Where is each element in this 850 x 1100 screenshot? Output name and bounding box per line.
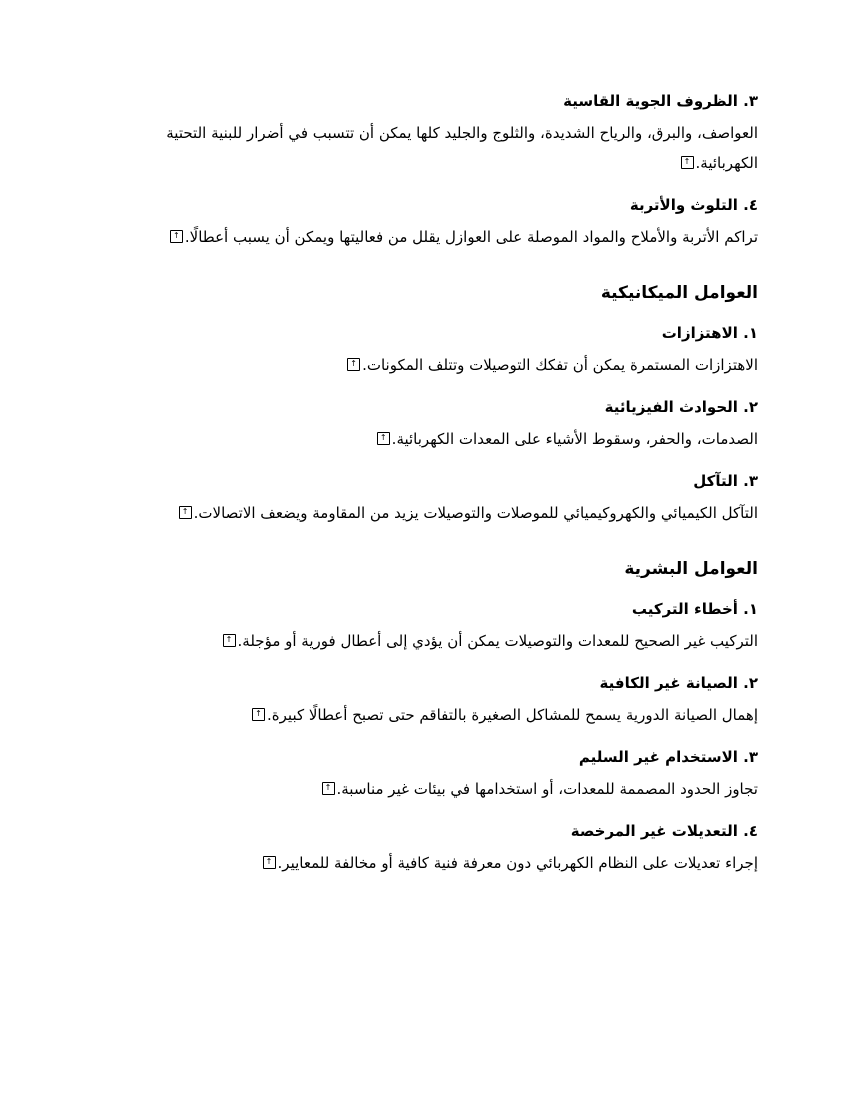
citation-link[interactable]: ↑ bbox=[252, 708, 265, 721]
section-heading-mechanical: العوامل الميكانيكية bbox=[600, 283, 758, 303]
item-body: الاهتزازات المستمرة يمكن أن تفكك التوصيلات وتتلف المكونات. bbox=[362, 356, 758, 374]
item-text bbox=[128, 424, 758, 454]
list-item bbox=[128, 192, 758, 252]
item-body: العواصف، والبرق، والرياح الشديدة، والثلوج والجليد كلها يمكن أن تتسبب في أضرار للبنية التحتية الكهربائية. bbox=[166, 124, 758, 172]
item-title bbox=[128, 744, 758, 770]
item-text bbox=[128, 498, 758, 528]
list-item bbox=[128, 670, 758, 730]
list-item bbox=[128, 320, 758, 380]
item-title bbox=[128, 468, 758, 494]
item-body: إهمال الصيانة الدورية يسمح للمشاكل الصغيرة بالتفاقم حتى تصبح أعطالًا كبيرة. bbox=[267, 706, 758, 724]
item-text bbox=[128, 848, 758, 878]
item-title-text: الظروف الجوية القاسية bbox=[563, 92, 738, 110]
document-content bbox=[128, 88, 758, 892]
item-title-text: الصيانة غير الكافية bbox=[599, 674, 738, 692]
list-item bbox=[128, 394, 758, 454]
item-title bbox=[128, 670, 758, 696]
item-text bbox=[128, 350, 758, 380]
item-title bbox=[128, 818, 758, 844]
item-title bbox=[128, 320, 758, 346]
citation-link[interactable]: ↑ bbox=[170, 230, 183, 243]
item-title-text: التعديلات غير المرخصة bbox=[570, 822, 738, 840]
citation-link[interactable]: ↑ bbox=[179, 506, 192, 519]
item-text bbox=[128, 626, 758, 656]
item-text bbox=[128, 774, 758, 804]
item-text bbox=[128, 700, 758, 730]
list-item bbox=[128, 88, 758, 178]
item-body: تراكم الأتربة والأملاح والمواد الموصلة على العوازل يقلل من فعاليتها ويمكن أن يسبب أعطالًا. bbox=[184, 228, 758, 246]
item-number: ٣. bbox=[743, 748, 758, 766]
item-title-text: التلوث والأتربة bbox=[629, 196, 738, 214]
citation-link[interactable]: ↑ bbox=[223, 634, 236, 647]
item-text bbox=[128, 118, 758, 178]
item-body: الصدمات، والحفر، وسقوط الأشياء على المعدات الكهربائية. bbox=[391, 430, 758, 448]
list-item bbox=[128, 468, 758, 528]
item-title-text: التآكل bbox=[693, 472, 738, 490]
item-title bbox=[128, 394, 758, 420]
item-number: ٤. bbox=[743, 822, 758, 840]
item-title-text: الاهتزازات bbox=[661, 324, 738, 342]
section-heading-human: العوامل البشرية bbox=[624, 559, 758, 579]
item-title-text: الحوادث الفيزيائية bbox=[604, 398, 738, 416]
item-number: ١. bbox=[743, 324, 758, 342]
citation-link[interactable]: ↑ bbox=[322, 782, 335, 795]
item-title-text: أخطاء التركيب bbox=[631, 600, 738, 618]
item-number: ٣. bbox=[743, 92, 758, 110]
item-body: إجراء تعديلات على النظام الكهربائي دون معرفة فنية كافية أو مخالفة للمعايير. bbox=[277, 854, 758, 872]
item-body: التآكل الكيميائي والكهروكيميائي للموصلات والتوصيلات يزيد من المقاومة ويضعف الاتصالات. bbox=[193, 504, 758, 522]
item-number: ٣. bbox=[743, 472, 758, 490]
list-item bbox=[128, 818, 758, 878]
citation-link[interactable]: ↑ bbox=[263, 856, 276, 869]
list-item bbox=[128, 744, 758, 804]
citation-link[interactable]: ↑ bbox=[347, 358, 360, 371]
list-item bbox=[128, 596, 758, 656]
item-number: ٢. bbox=[743, 674, 758, 692]
item-body: تجاوز الحدود المصممة للمعدات، أو استخدامها في بيئات غير مناسبة. bbox=[336, 780, 758, 798]
citation-link[interactable]: ↑ bbox=[681, 156, 694, 169]
item-title bbox=[128, 88, 758, 114]
item-text bbox=[128, 222, 758, 252]
item-body: التركيب غير الصحيح للمعدات والتوصيلات يمكن أن يؤدي إلى أعطال فورية أو مؤجلة. bbox=[237, 632, 758, 650]
citation-link[interactable]: ↑ bbox=[377, 432, 390, 445]
item-number: ٢. bbox=[743, 398, 758, 416]
item-title bbox=[128, 596, 758, 622]
item-title-text: الاستخدام غير السليم bbox=[578, 748, 738, 766]
item-number: ١. bbox=[743, 600, 758, 618]
item-number: ٤. bbox=[743, 196, 758, 214]
item-title bbox=[128, 192, 758, 218]
